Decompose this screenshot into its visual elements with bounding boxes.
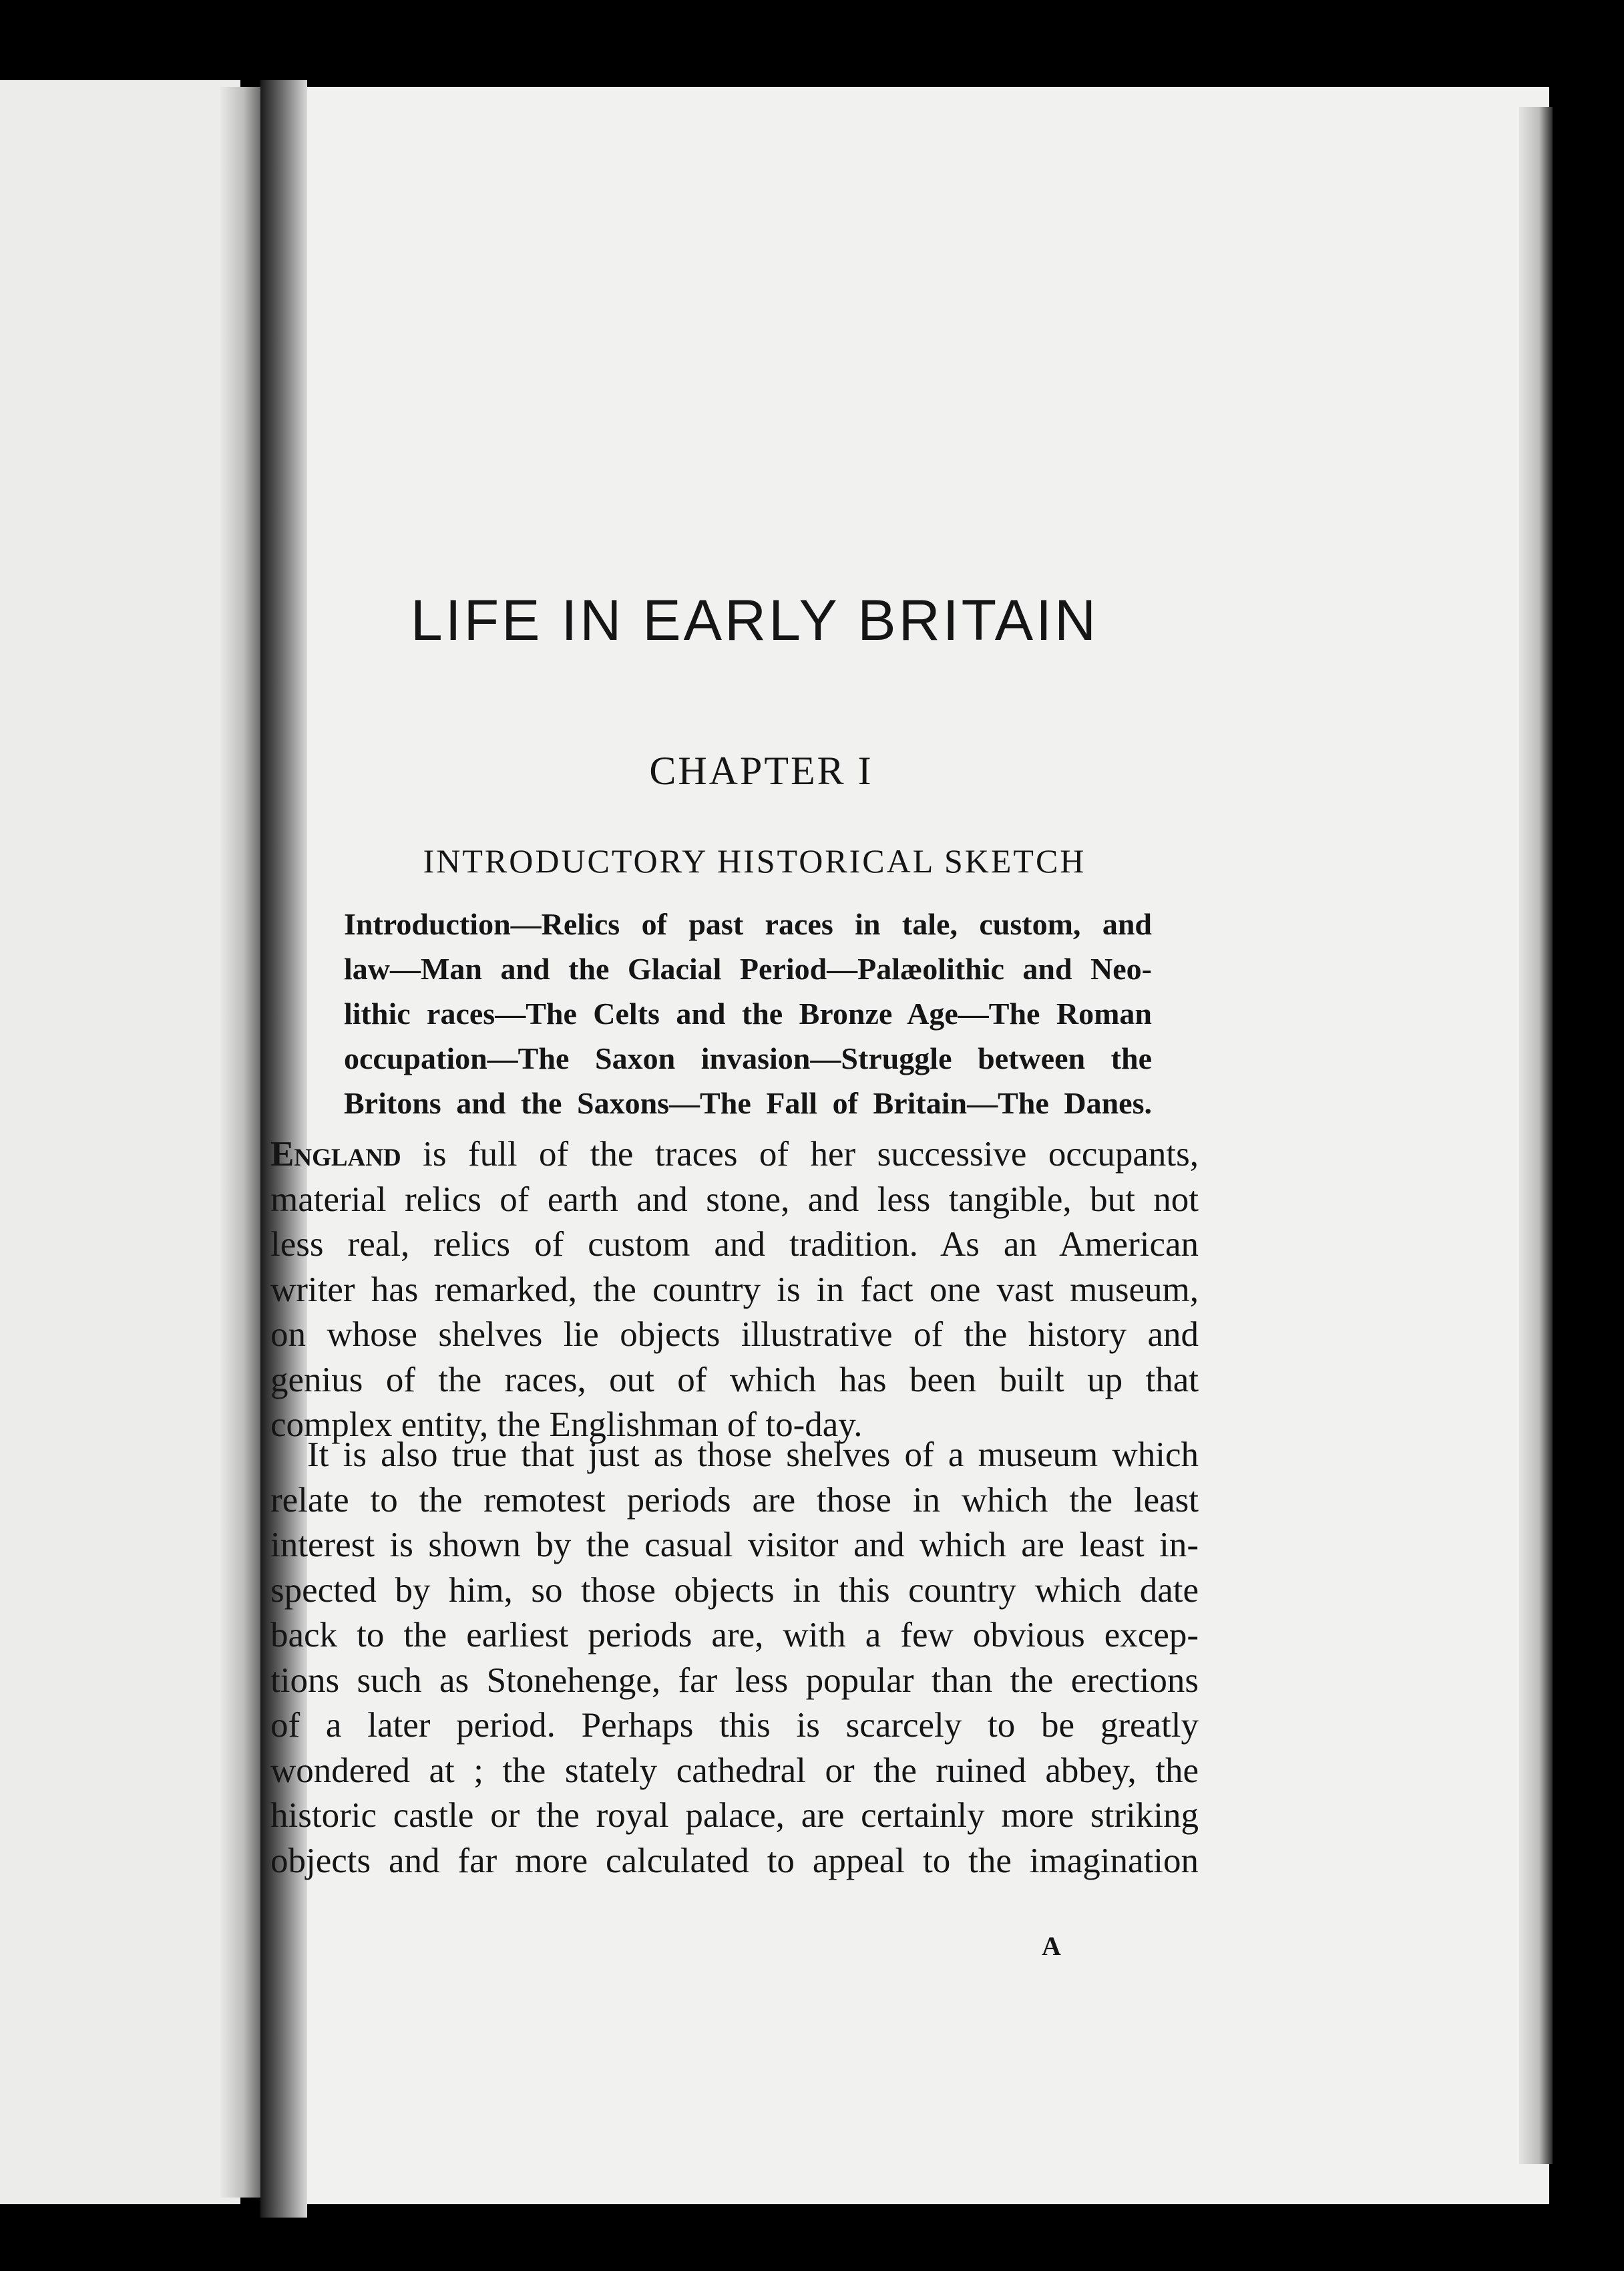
book-title: LIFE IN EARLY BRITAIN xyxy=(410,588,1099,653)
synopsis-line: lithic races—The Celts and the Bronze Age—The Roman xyxy=(344,997,1152,1031)
chapter-number: CHAPTER I xyxy=(649,749,873,793)
body-paragraph xyxy=(270,1433,1199,1884)
paragraph-line: spected by him, so those objects in this country which date xyxy=(270,1570,1199,1610)
paragraph-line: writer has remarked, the country is in fact one vast museum, xyxy=(270,1270,1199,1309)
paragraph-line: historic castle or the royal palace, are certainly more striking xyxy=(270,1796,1199,1835)
paragraph-line: less real, relics of custom and tradition. As an American xyxy=(270,1225,1199,1264)
paragraph-line: objects and far more calculated to appeal to the imagination xyxy=(270,1841,1199,1880)
paragraph-line: material relics of earth and stone, and less tangible, but not xyxy=(270,1180,1199,1219)
synopsis-line: Britons and the Saxons—The Fall of Britain—The Danes. xyxy=(344,1086,1152,1120)
paragraph-line: It is also true that just as those shelves of a museum which xyxy=(307,1435,1199,1474)
signature-mark: A xyxy=(1042,1931,1061,1961)
synopsis-line: occupation—The Saxon invasion—Struggle between the xyxy=(344,1041,1152,1075)
paragraph-line xyxy=(270,1132,1199,1178)
paragraph-line: of a later period. Perhaps this is scarcely to be greatly xyxy=(270,1706,1199,1745)
paragraph-line: genius of the races, out of which has been built up that xyxy=(270,1360,1199,1399)
body-paragraph xyxy=(270,1132,1199,1448)
page-edge xyxy=(1519,107,1553,2164)
chapter-title: INTRODUCTORY HISTORICAL SKETCH xyxy=(423,842,1086,880)
synopsis-line: Introduction—Relics of past races in tale, custom, and xyxy=(344,907,1152,941)
paragraph-line: tions such as Stonehenge, far less popular than the erections xyxy=(270,1661,1199,1700)
paragraph-line: interest is shown by the casual visitor and which are least in- xyxy=(270,1526,1199,1564)
facing-page xyxy=(0,80,240,2204)
paragraph-line: back to the earliest periods are, with a few obvious excep- xyxy=(270,1616,1199,1654)
paragraph-line: wondered at ; the stately cathedral or the ruined abbey, the xyxy=(270,1751,1199,1790)
synopsis-line: law—Man and the Glacial Period—Palæolithic and Neo- xyxy=(344,952,1152,986)
paragraph-line: relate to the remotest periods are those in which the least xyxy=(270,1480,1199,1520)
paragraph-last-line: complex entity, the Englishman of to-day. xyxy=(270,1405,863,1444)
chapter-synopsis xyxy=(344,902,1152,1125)
opening-line-text: is full of the traces of her successive occupants, xyxy=(401,1135,1199,1174)
opening-word: England xyxy=(270,1135,401,1174)
paragraph-line: on whose shelves lie objects illustrative of the history and xyxy=(270,1315,1199,1354)
